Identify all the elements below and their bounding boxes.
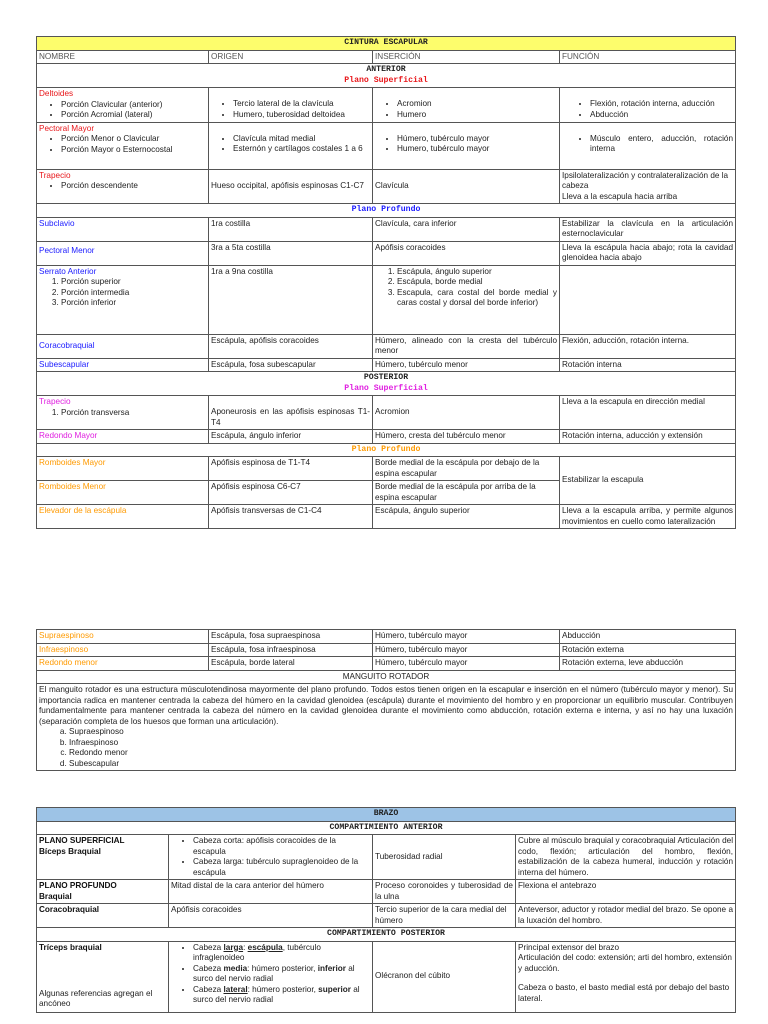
col-insercion: INSERCIÓN xyxy=(373,50,560,64)
section-anterior: ANTERIOR Plano Superficial xyxy=(37,64,736,88)
muscle-name: Braquial xyxy=(39,891,72,901)
muscle-name: Redondo Mayor xyxy=(37,430,209,444)
muscle-name: Coracobraquial xyxy=(37,904,169,928)
muscle-name: Supraespinoso xyxy=(37,630,209,644)
table-row: Serrato Anterior 1. Porción superior 2. Porción intermedia 3. Porción inferior 1ra a 9na costilla 1. Escápula, ángulo superior 2. Escápula, borde medial 3. Escapula, cara costal del borde medial y caras costal y dorsal del borde inferior) xyxy=(37,265,736,334)
section-posterior: POSTERIOR Plano Superficial xyxy=(37,372,736,396)
table-row: Infraespinoso Escápula, fosa infraespinosa Húmero, tubérculo mayor Rotación externa xyxy=(37,643,736,657)
cintura-table xyxy=(36,36,736,529)
muscle-name: Pectoral Menor xyxy=(37,241,209,265)
muscle-name: Trapecio xyxy=(39,397,71,406)
table-title: CINTURA ESCAPULAR xyxy=(37,37,736,51)
plano-profundo-label: Plano Profundo xyxy=(37,443,736,457)
muscle-name: Elevador de la escápula xyxy=(37,505,209,529)
table-row: Supraespinoso Escápula, fosa supraespinosa Húmero, tubérculo mayor Abducción xyxy=(37,630,736,644)
table-row: Redondo menor Escápula, borde lateral Húmero, tubérculo mayor Rotación externa, leve abducción xyxy=(37,657,736,671)
muscle-name: Redondo menor xyxy=(37,657,209,671)
muscle-name: Romboides Mayor xyxy=(37,457,209,481)
muscle-name: Bíceps Braquial xyxy=(39,846,101,856)
col-funcion: FUNCIÓN xyxy=(560,50,736,64)
muscle-name: Serrato Anterior xyxy=(39,266,97,276)
manguito-description: El manguito rotador es una estructura músculotendinosa mayormente del plano profundo. Todos estos tienen origen en la escapular e inserción en el número (tubérculo mayor y menor). Su importancia radica en mantener centrada la cabeza del húmero en la cavidad glenoidea (escápula) durante el movimiento del hombro y en proporcionar un equilibrio muscular. Contribuyen fundamentalmente para mantener centrada la cabeza del número en la cavidad glenoidea durante el movimiento como abducción, rotación externa e interna, y así no hay una luxación (separación completa de los huesos que forman una articulación). a. Supraespinoso b. Infraespinoso c. Redondo menor d. Subescapular xyxy=(37,684,736,771)
muscle-name: Deltoides xyxy=(39,89,74,98)
table-row: PLANO PROFUNDO Braquial Mitad distal de la cara anterior del húmero Proceso coronoides y tuberosidad de la ulna Flexiona el antebrazo xyxy=(37,880,736,904)
muscle-name: Romboides Menor xyxy=(37,481,209,505)
table-row: Elevador de la escápula Apófisis transversas de C1-C4 Escápula, ángulo superior Lleva a la escapula arriba, y permite algunos movimientos en cuello como lateralización xyxy=(37,505,736,529)
table-row: Redondo Mayor Escápula, ángulo inferior Húmero, cresta del tubérculo menor Rotación interna, aducción y extensión xyxy=(37,430,736,444)
table-row: Pectoral Menor 3ra a 5ta costilla Apófisis coracoides Lleva la escápula hacia abajo; rota la cavidad glenoidea hacia abajo xyxy=(37,241,736,265)
table-row: Deltoides • Porción Clavicular (anterior) • Porción Acromial (lateral) • Tercio lateral de la clavícula • Humero, tuberosidad deltoidea • Acromion • Humero • Flexión, rotación interna, aducción • Abducción xyxy=(37,88,736,123)
table-row: Coracobraquial Apófisis coracoides Tercio superior de la cara medial del húmero Anteversor, aductor y rotador medial del brazo. Se opone a la luxación del hombro. xyxy=(37,904,736,928)
muscle-name: Infraespinoso xyxy=(37,643,209,657)
table-row: Subescapular Escápula, fosa subescapular Húmero, tubérculo menor Rotación interna xyxy=(37,358,736,372)
col-origen: ORIGEN xyxy=(209,50,373,64)
table-row: Coracobraquial Escápula, apófisis coracoides Húmero, alineado con la cresta del tubérculo menor Flexión, aducción, rotación interna. xyxy=(37,334,736,358)
table-row: Tríceps braquial Algunas referencias agregan el ancóneo • Cabeza larga: escápula, tubérculo infraglenoideo • Cabeza media: húmero posterior, inferior al surco del nervio radial • Cabeza lateral: húmero posterior, superior al surco del nervio radial Olécranon del cúbito Principal extensor del brazo Articulación del codo: extensión; arti del hombro, extensión y aducción. Cabeza o basto, el basto medial está por debajo del basto lateral. xyxy=(37,941,736,1012)
plano-superficial-label: Plano Superficial xyxy=(344,75,428,85)
muscle-name: Subescapular xyxy=(37,358,209,372)
table-row: PLANO SUPERFICIAL Bíceps Braquial • Cabeza corta: apófisis coracoides de la escapula • Cabeza larga: tubérculo supraglenoideo de la escápula Tuberosidad radial Cubre al músculo braquial y coracobraquial Articulación del codo, flexión; articulación del hombro, flexión, estabilización de la cabeza humeral, inducción y rotación interna del húmero. xyxy=(37,835,736,880)
manguito-title: MANGUITO ROTADOR xyxy=(37,670,736,684)
muscle-name: Coracobraquial xyxy=(37,334,209,358)
manguito-table xyxy=(36,629,736,771)
plano-superficial-label: Plano Superficial xyxy=(344,383,428,393)
table-row: Pectoral Mayor • Porción Menor o Clavicular • Porción Mayor o Esternocostal • Clavícula mitad medial • Esternón y cartílagos costales 1 a 6 • Húmero, tubérculo mayor • Humero, tubérculo mayor • Músculo entero, aducción, rotación interna xyxy=(37,122,736,169)
table-title: BRAZO xyxy=(37,808,736,822)
muscle-name: Trapecio xyxy=(39,170,71,180)
muscle-name: Subclavio xyxy=(37,217,209,241)
triceps-note: Algunas referencias agregan el ancóneo xyxy=(39,988,153,1008)
table-row: Trapecio • Porción descendente Hueso occipital, apófisis espinosas C1-C7 Clavícula Ipsilolateralización y contralateralización de la cabeza Lleva a la escapula hacia arriba xyxy=(37,169,736,204)
table-row: Romboides Mayor Apófisis espinosa de T1-T4 Borde medial de la escápula por debajo de la espina escapular Estabilizar la escapula xyxy=(37,457,736,481)
col-nombre: NOMBRE xyxy=(37,50,209,64)
table-row: Romboides Menor Apófisis espinosa C6-C7 Borde medial de la escápula por arriba de la espina escapular xyxy=(37,481,736,505)
brazo-table xyxy=(36,807,736,1013)
compartimiento-posterior: COMPARTIMIENTO POSTERIOR xyxy=(37,928,736,942)
muscle-name: Tríceps braquial xyxy=(39,942,102,952)
table-row: Subclavio 1ra costilla Clavícula, cara inferior Estabilizar la clavícula en la articulación esternoclavicular xyxy=(37,217,736,241)
plano-profundo-label: Plano Profundo xyxy=(37,204,736,218)
compartimiento-anterior: COMPARTIMIENTO ANTERIOR xyxy=(37,821,736,835)
table-row: Trapecio 1. Porción transversa Aponeurosis en las apófisis espinosas T1-T4 Acromion Lleva a la escapula en dirección medial xyxy=(37,396,736,430)
muscle-name: Pectoral Mayor xyxy=(39,123,95,133)
